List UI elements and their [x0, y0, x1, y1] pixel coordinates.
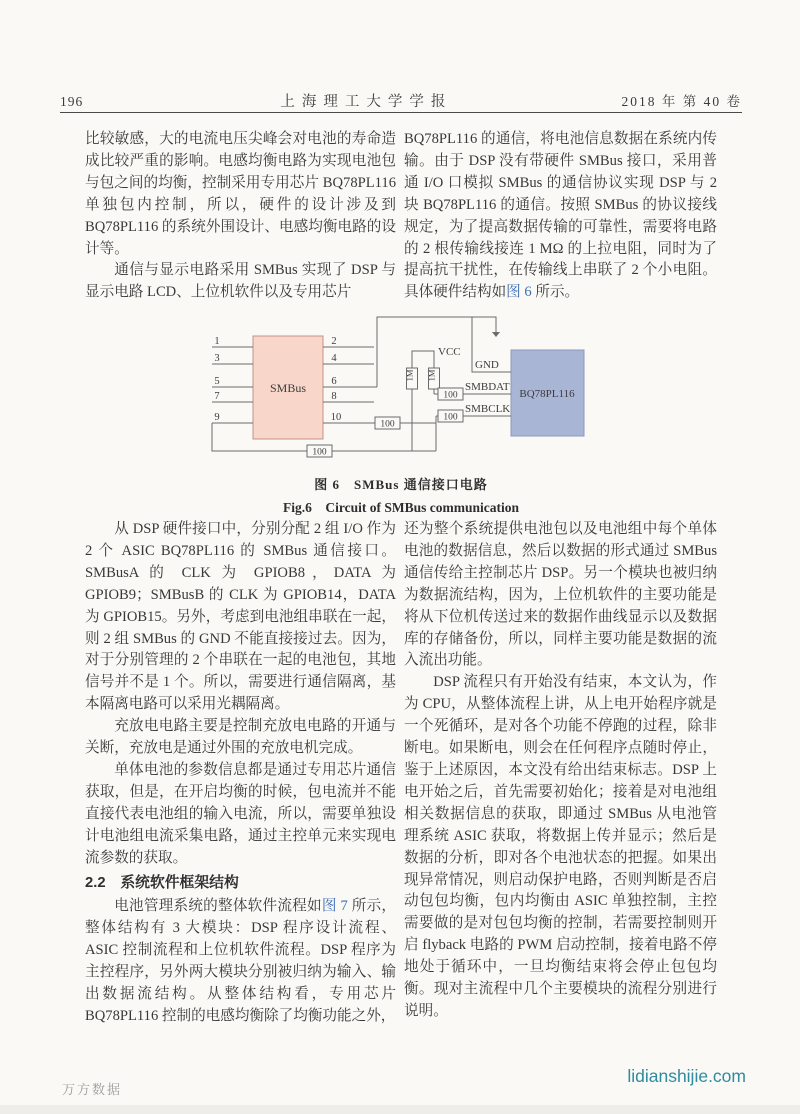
- figure-caption-en: Fig.6 Circuit of SMBus communication: [283, 500, 519, 515]
- pin-number: 1: [214, 336, 220, 347]
- text-run: DSP 流程只有开始没有结束，本文认为，作为 CPU，从整体流程上讲，从上电开始程序就是一个死循环，是对各个功能不停跑的过程，除非断电。如果断电，则会在任何程序点随时停止，鉴于上述原因，本文没有给出结束标志。DSP 上电开始之后，首先需要初始化；接着是对电池组相关数据信息的获取，即通过 SMBus 从电池管理系统 ASIC 获取，将数据上传并显示；然后是数据的分析，即对各个电池状态的把握。如果出现异常情况，则启动保护电路，否则判断是否启动包包均衡，包内均衡由 ASIC 单独控制，主控需要做的是对包包均衡的控制，若需要控制则开启 flyback 电路的 PWM 启动控制，接着电路不停地处于循环中，一旦均衡结束将会停止包包均衡。现对主流程中几个主要模块的流程分别进行说明。: [404, 674, 717, 1019]
- pin-number: 6: [331, 376, 337, 387]
- figure-6: [85, 306, 717, 516]
- figure-caption-zh: 图 6 SMBus 通信接口电路: [314, 477, 488, 492]
- figure-reference: 图 6: [506, 284, 532, 301]
- paragraph: [85, 129, 396, 260]
- pin-number: 2: [331, 336, 337, 347]
- smbclk-label: SMBCLK: [465, 403, 511, 415]
- text-run: 单体电池的参数信息都是通过专用芯片通信获取，但是，在开启均衡的时候，包电流并不能直接代表电池组的输入电流，所以，需要单独设计电池组电流采集电路，通过主控单元来实现电流参数的获取。: [85, 761, 396, 866]
- pin-number: 4: [331, 353, 337, 364]
- text-run: 电池管理系统的整体软件流程如: [114, 898, 322, 915]
- pin-number: 7: [214, 391, 220, 402]
- paragraph: [85, 760, 396, 870]
- series-resistor-value: 100: [443, 390, 458, 401]
- vcc-label: VCC: [438, 346, 461, 358]
- page-header: [60, 90, 742, 111]
- text-run: 所示。: [531, 284, 580, 301]
- text-run: 从 DSP 硬件接口中，分别分配 2 组 I/O 作为 2 个 ASIC BQ78PL116 的 SMBus 通信接口。SMBusA 的 CLK 为 GPIOB8，DATA 为 GPIOB9；SMBusB 的 CLK 为 GPIOB14，DATA 为 GPIOB15。另外，考虑到电池组串联在一起，则 2 组 SMBus 的 GND 不能直接接过去。因为，对于分别管理的 2 个串联在一起的电池包，其地信号并不是 1 个。所以，需要进行通信隔离，基本隔离电路可以采用光耦隔离。: [85, 521, 396, 713]
- vcc-bracket-wire: [412, 351, 434, 368]
- smbus-circuit-diagram: [184, 306, 634, 464]
- page-number: 196: [60, 94, 84, 109]
- paragraph: [85, 260, 396, 304]
- right-column-bottom: [404, 519, 717, 1023]
- pin-number: 10: [330, 412, 342, 423]
- paragraph: [85, 896, 396, 1027]
- pullup-resistor-value: 1M: [404, 369, 415, 382]
- smbdat-label: SMBDAT: [465, 381, 510, 393]
- pin-number: 8: [331, 391, 337, 402]
- series-resistor-value: 100: [380, 419, 395, 430]
- text-run: 2.2 系统软件框架结构: [85, 874, 239, 891]
- issue-info: 2018 年 第 40 卷: [621, 94, 742, 109]
- paragraph: [404, 129, 717, 304]
- down-arrow: [492, 332, 500, 337]
- paragraph: [85, 519, 396, 716]
- left-column-top: [85, 129, 396, 304]
- text-run: 所示，整体结构有 3 大模块：DSP 程序设计流程、ASIC 控制流程和上位机软件流程。DSP 程序为主控程序，另外两大模块分别被归纳为输入、输出数据流结构。从整体结构看，专用芯片 BQ78PL116 控制的电感均衡除了均衡功能之外，: [85, 898, 396, 1024]
- journal-title: 上海理工大学学报: [280, 94, 453, 110]
- pin-number: 5: [214, 376, 220, 387]
- text-run: 充放电电路主要是控制充放电电路的开通与关断，充放电是通过外围的充放电机完成。: [85, 718, 396, 757]
- text-run: 还为整个系统提供电池包以及电池组中每个单体电池的数据信息，然后以数据的形式通过 SMBus 通信传给主控制芯片 DSP。另一个模块也被归纳为数据流结构，因为，上位机软件的主要功能是将从下位机传送过来的数据作曲线显示以及数据库的存储备份，所以，同样主要功能是数据的流入流出功能。: [404, 521, 717, 669]
- site-watermark: lidianshijie.com: [627, 1066, 746, 1086]
- smbus-block-label: SMBus: [269, 381, 307, 395]
- text-run: 通信与显示电路采用 SMBus 实现了 DSP 与显示电路 LCD、上位机软件以及专用芯片: [85, 262, 396, 301]
- right-column-top: [404, 129, 717, 304]
- pin-number: 3: [214, 353, 220, 364]
- figure-reference: 图 7: [321, 898, 348, 915]
- pullup-resistor-value: 1M: [426, 369, 437, 382]
- bq78pl116-block-label: BQ78PL116: [519, 388, 575, 400]
- header-rule: [60, 112, 742, 113]
- paragraph: [404, 672, 717, 1023]
- text-run: BQ78PL116 的通信，将电池信息数据在系统内传输。由于 DSP 没有带硬件 SMBus 接口，采用普通 I/O 口模拟 SMBus 的通信协议实现 DSP 与 2 块 BQ78PL116 的通信。按照 SMBus 的协议接线规定，为了提高数据传输的可靠性，需要将电路的 2 根传输线接连 1 MΩ 的上拉电阻，同时为了提高抗干扰性，在传输线上串联了 2 个小电阻。具体硬件结构如: [404, 131, 717, 301]
- section-heading: [85, 873, 396, 895]
- series-resistor-value: 100: [312, 447, 327, 458]
- series-resistor-value: 100: [443, 412, 458, 423]
- wanfang-watermark: 万方数据: [62, 1082, 123, 1097]
- text-run: 比较敏感，大的电流电压尖峰会对电池的寿命造成比较严重的影响。电感均衡电路为实现电池包与包之间的均衡，控制采用专用芯片 BQ78PL116 单独包内控制，所以，硬件的设计涉及到 BQ78PL116 的系统外围设计、电感均衡电路的设计等。: [85, 131, 396, 257]
- paragraph: [404, 519, 717, 672]
- left-column-bottom: [85, 519, 396, 1028]
- gnd-label: GND: [475, 359, 499, 371]
- pin-number: 9: [214, 412, 220, 423]
- paragraph: [85, 716, 396, 760]
